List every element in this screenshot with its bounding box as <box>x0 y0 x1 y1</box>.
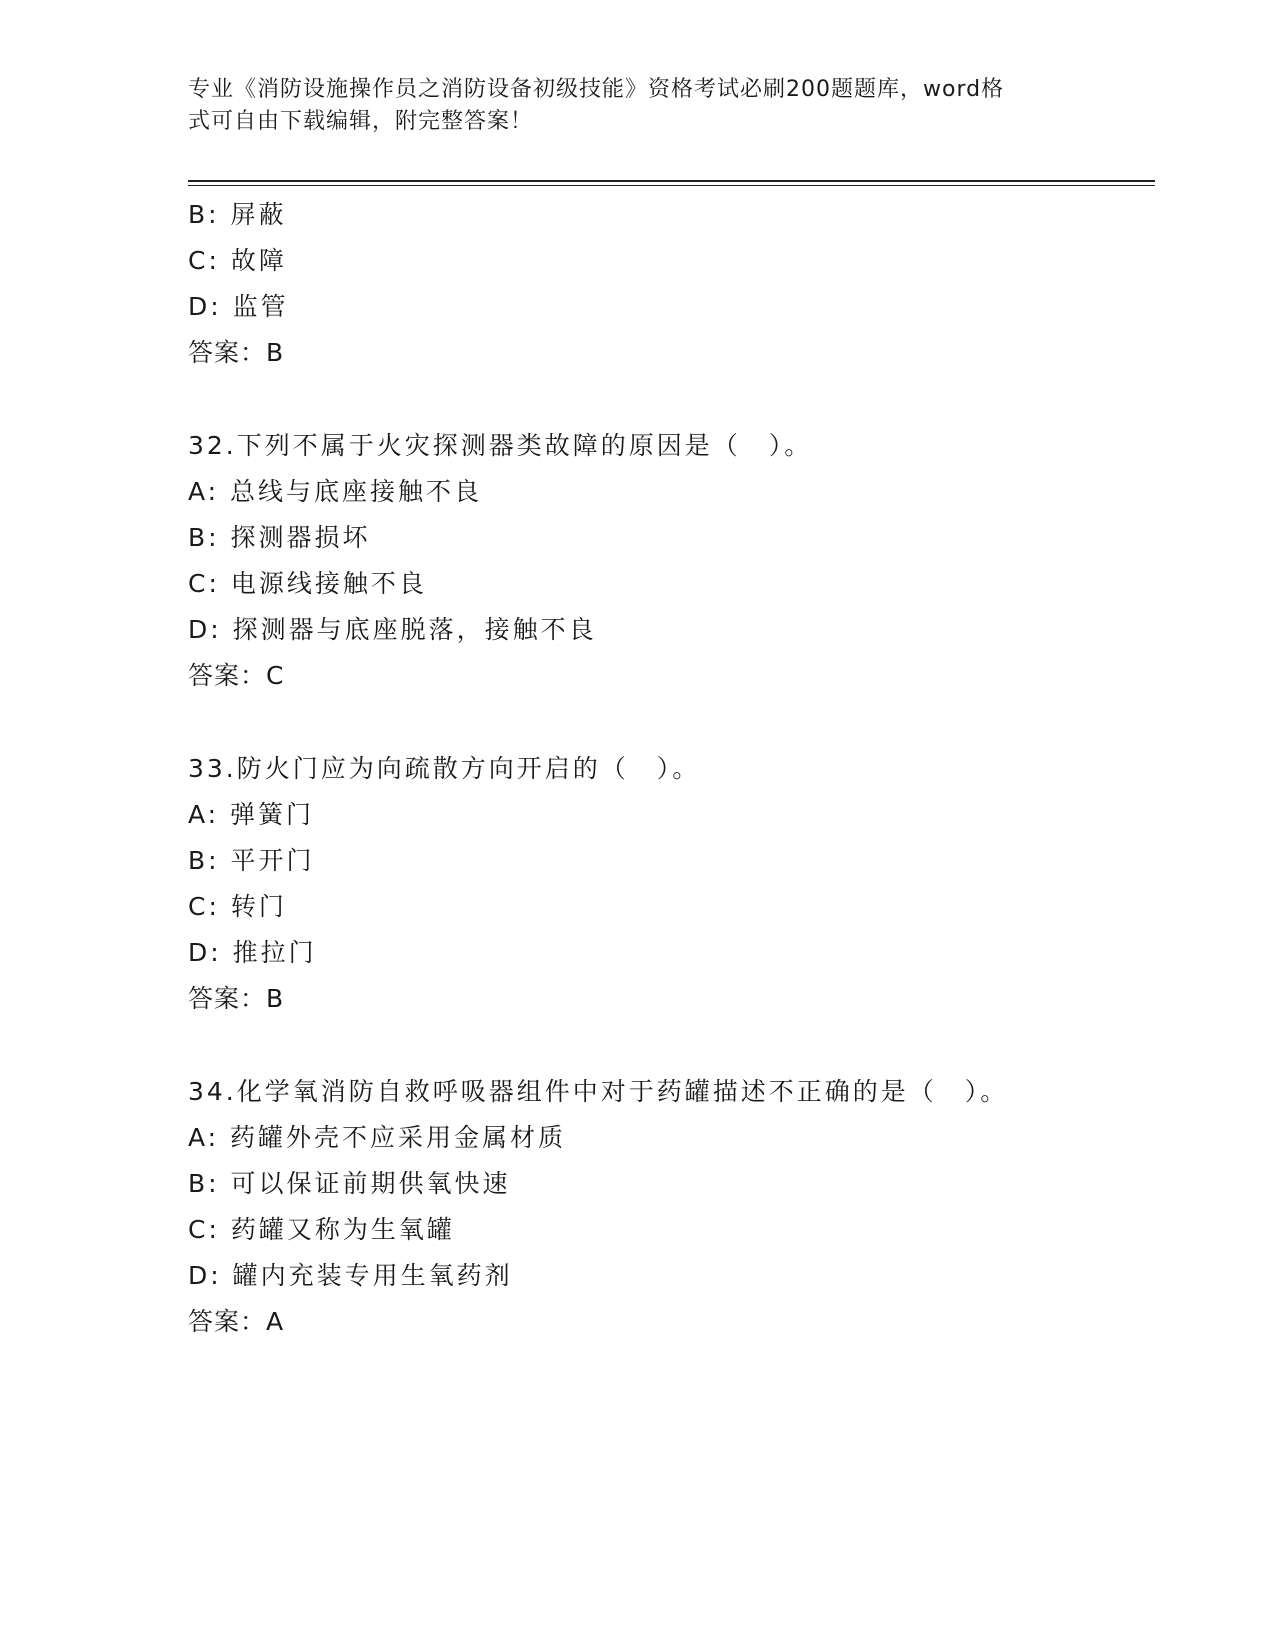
option-a: A: 弹簧门 <box>188 800 315 829</box>
answer-line: 答案：A <box>188 1307 285 1336</box>
document-header <box>188 74 1088 138</box>
option-d: D: 探测器与底座脱落，接触不良 <box>188 615 597 644</box>
option-c: C: 转门 <box>188 892 287 921</box>
spacer <box>188 376 1148 423</box>
question-stem: 33.防火门应为向疏散方向开启的（ ）。 <box>188 754 701 783</box>
header-divider-thin <box>188 185 1155 186</box>
option-a: A: 总线与底座接触不良 <box>188 477 483 506</box>
question-stem: 34.化学氧消防自救呼吸器组件中对于药罐描述不正确的是（ ）。 <box>188 1077 1009 1106</box>
question-stem: 32.下列不属于火灾探测器类故障的原因是（ ）。 <box>188 431 813 460</box>
option-d: D: 推拉门 <box>188 938 317 967</box>
header-line-2: 式可自由下载编辑，附完整答案！ <box>188 109 534 134</box>
option-d: D: 罐内充装专用生氧药剂 <box>188 1261 513 1290</box>
option-c: C: 药罐又称为生氧罐 <box>188 1215 455 1244</box>
question-block-31 <box>188 192 1148 376</box>
option-a: A: 药罐外壳不应采用金属材质 <box>188 1123 567 1152</box>
option-b: B: 可以保证前期供氧快速 <box>188 1169 511 1198</box>
header-divider-thick <box>188 180 1155 182</box>
option-b: B: 平开门 <box>188 846 315 875</box>
option-d: D: 监管 <box>188 292 289 321</box>
option-c: C: 故障 <box>188 246 287 275</box>
answer-line: 答案：C <box>188 661 285 690</box>
spacer <box>188 699 1148 746</box>
answer-line: 答案：B <box>188 338 285 367</box>
question-block-32 <box>188 423 1148 699</box>
option-c: C: 电源线接触不良 <box>188 569 427 598</box>
option-b: B: 探测器损坏 <box>188 523 371 552</box>
document-body <box>188 192 1148 1345</box>
header-line-1: 专业《消防设施操作员之消防设备初级技能》资格考试必刷200题题库，word格 <box>188 77 1005 102</box>
spacer <box>188 1022 1148 1069</box>
question-block-34 <box>188 1069 1148 1345</box>
answer-line: 答案：B <box>188 984 285 1013</box>
question-block-33 <box>188 746 1148 1022</box>
option-b: B: 屏蔽 <box>188 200 287 229</box>
